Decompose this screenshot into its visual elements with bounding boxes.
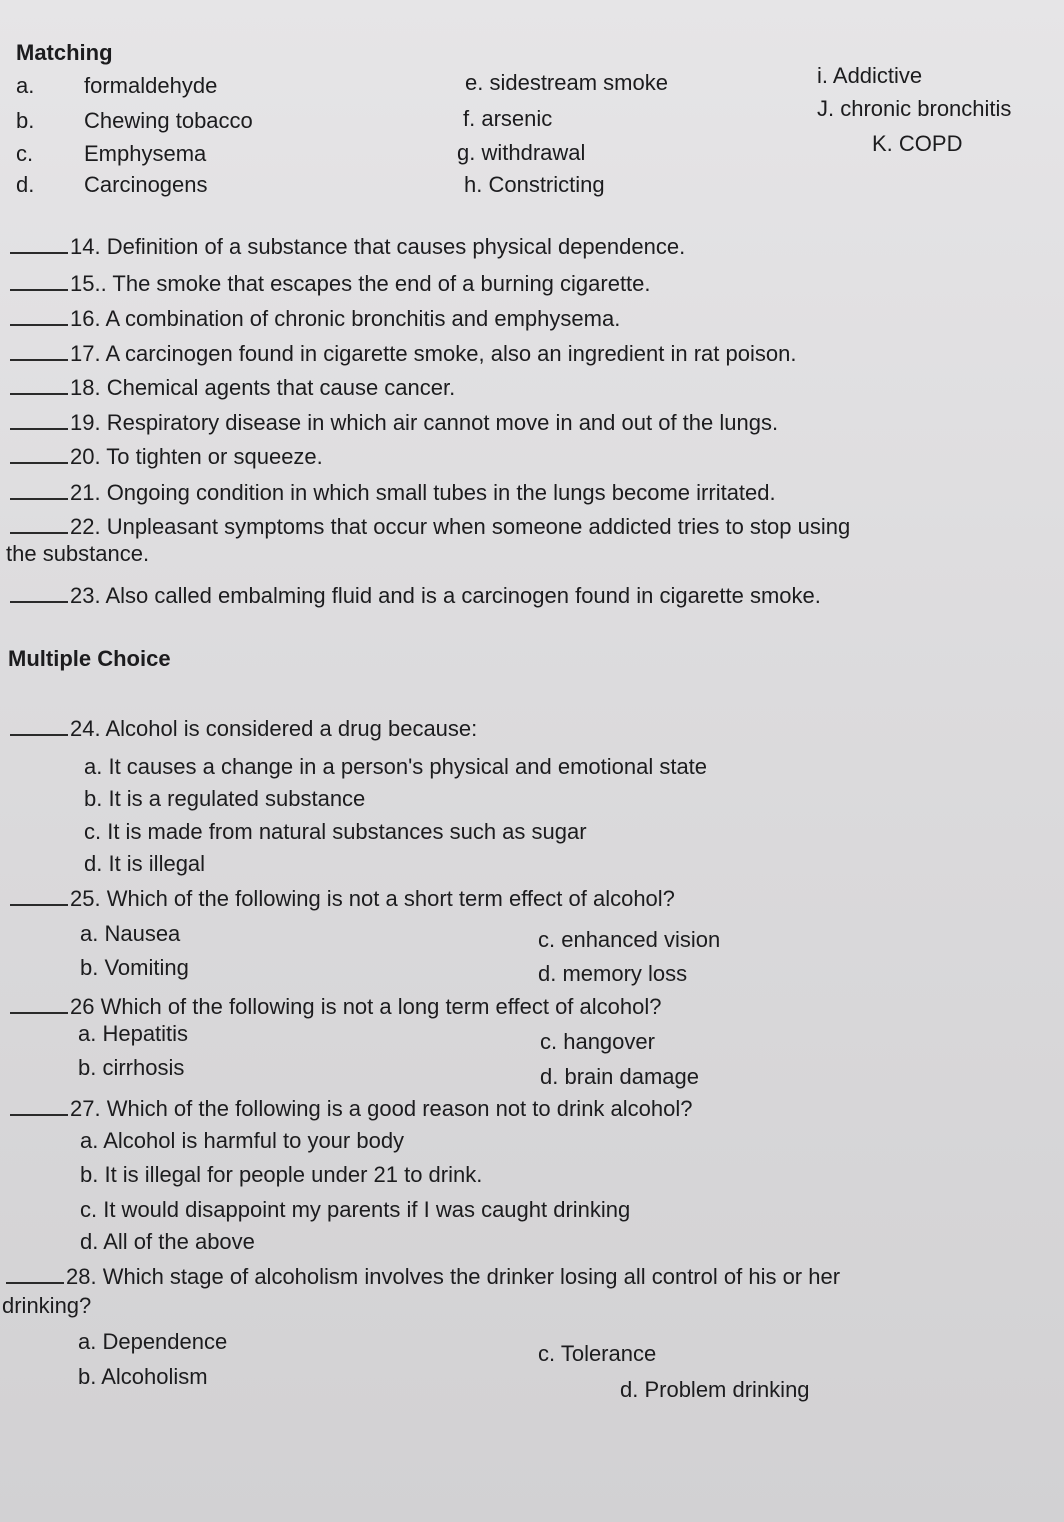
q26-option-a: a. Hepatitis xyxy=(78,1021,189,1046)
answer-blank[interactable] xyxy=(10,514,68,534)
option-k: K. COPD xyxy=(872,131,963,156)
mc-question-26: 26 Which of the following is not a long term effect of alcohol? xyxy=(10,994,662,1020)
q27-option-c: c. It would disappoint my parents if I was caught drinking xyxy=(80,1197,631,1222)
mc-question-27: 27. Which of the following is a good reason not to drink alcohol? xyxy=(10,1096,693,1122)
option-b-text: Chewing tobacco xyxy=(84,108,253,133)
option-e: e. sidestream smoke xyxy=(465,70,668,95)
answer-blank[interactable] xyxy=(10,271,68,291)
matching-question-21: 21. Ongoing condition in which small tubes in the lungs become irritated. xyxy=(10,480,776,506)
matching-question-19: 19. Respiratory disease in which air cannot move in and out of the lungs. xyxy=(10,410,778,436)
option-a-text: formaldehyde xyxy=(84,73,218,98)
answer-blank[interactable] xyxy=(10,410,68,430)
q24-option-a: a. It causes a change in a person's physical and emotional state xyxy=(84,754,708,779)
matching-question-22-continued: the substance. xyxy=(6,541,150,566)
answer-blank[interactable] xyxy=(10,886,68,906)
option-g: g. withdrawal xyxy=(457,140,586,165)
q27-option-d: d. All of the above xyxy=(80,1229,255,1254)
matching-question-17: 17. A carcinogen found in cigarette smoke, also an ingredient in rat poison. xyxy=(10,341,796,367)
answer-blank[interactable] xyxy=(10,480,68,500)
option-i: i. Addictive xyxy=(817,63,923,88)
option-j: J. chronic bronchitis xyxy=(817,96,1012,121)
q24-option-c: c. It is made from natural substances such as sugar xyxy=(84,819,587,844)
q27-option-b: b. It is illegal for people under 21 to drink. xyxy=(80,1162,483,1187)
answer-blank[interactable] xyxy=(10,994,68,1014)
matching-question-22: 22. Unpleasant symptoms that occur when someone addicted tries to stop using xyxy=(10,514,850,540)
option-d-letter: d. xyxy=(16,172,35,197)
answer-blank[interactable] xyxy=(10,341,68,361)
option-h: h. Constricting xyxy=(464,172,605,197)
q25-option-d: d. memory loss xyxy=(538,961,688,986)
matching-question-14: 14. Definition of a substance that causes physical dependence. xyxy=(10,234,685,260)
q26-option-d: d. brain damage xyxy=(540,1064,699,1089)
answer-blank[interactable] xyxy=(10,444,68,464)
option-a-letter: a. xyxy=(16,73,35,98)
matching-question-20: 20. To tighten or squeeze. xyxy=(10,444,323,470)
option-f: f. arsenic xyxy=(463,106,553,131)
q26-option-c: c. hangover xyxy=(540,1029,655,1054)
q28-option-b: b. Alcoholism xyxy=(78,1364,208,1389)
answer-blank[interactable] xyxy=(10,375,68,395)
mc-question-25: 25. Which of the following is not a short term effect of alcohol? xyxy=(10,886,675,912)
answer-blank[interactable] xyxy=(10,716,68,736)
answer-blank[interactable] xyxy=(6,1264,64,1284)
q28-option-a: a. Dependence xyxy=(78,1329,228,1354)
matching-question-16: 16. A combination of chronic bronchitis and emphysema. xyxy=(10,306,620,332)
answer-blank[interactable] xyxy=(10,583,68,603)
matching-question-15: 15.. The smoke that escapes the end of a burning cigarette. xyxy=(10,271,651,297)
answer-blank[interactable] xyxy=(10,1096,68,1116)
q24-option-b: b. It is a regulated substance xyxy=(84,786,366,811)
option-c-text: Emphysema xyxy=(84,141,207,166)
matching-heading: Matching xyxy=(16,40,113,65)
option-b-letter: b. xyxy=(16,108,35,133)
answer-blank[interactable] xyxy=(10,234,68,254)
mc-question-28-continued: drinking? xyxy=(2,1293,92,1318)
q25-option-a: a. Nausea xyxy=(80,921,181,946)
option-c-letter: c. xyxy=(16,141,34,166)
multiple-choice-heading: Multiple Choice xyxy=(8,646,171,671)
answer-blank[interactable] xyxy=(10,306,68,326)
option-d-text: Carcinogens xyxy=(84,172,208,197)
q28-option-c: c. Tolerance xyxy=(538,1341,657,1366)
mc-question-24: 24. Alcohol is considered a drug because: xyxy=(10,716,477,742)
mc-question-28: 28. Which stage of alcoholism involves the drinker losing all control of his or her xyxy=(6,1264,840,1290)
q27-option-a: a. Alcohol is harmful to your body xyxy=(80,1128,405,1153)
q25-option-b: b. Vomiting xyxy=(80,955,189,980)
q28-option-d: d. Problem drinking xyxy=(620,1377,810,1402)
q25-option-c: c. enhanced vision xyxy=(538,927,721,952)
q24-option-d: d. It is illegal xyxy=(84,851,206,876)
q26-option-b: b. cirrhosis xyxy=(78,1055,185,1080)
matching-question-18: 18. Chemical agents that cause cancer. xyxy=(10,375,455,401)
matching-question-23: 23. Also called embalming fluid and is a carcinogen found in cigarette smoke. xyxy=(10,583,821,609)
